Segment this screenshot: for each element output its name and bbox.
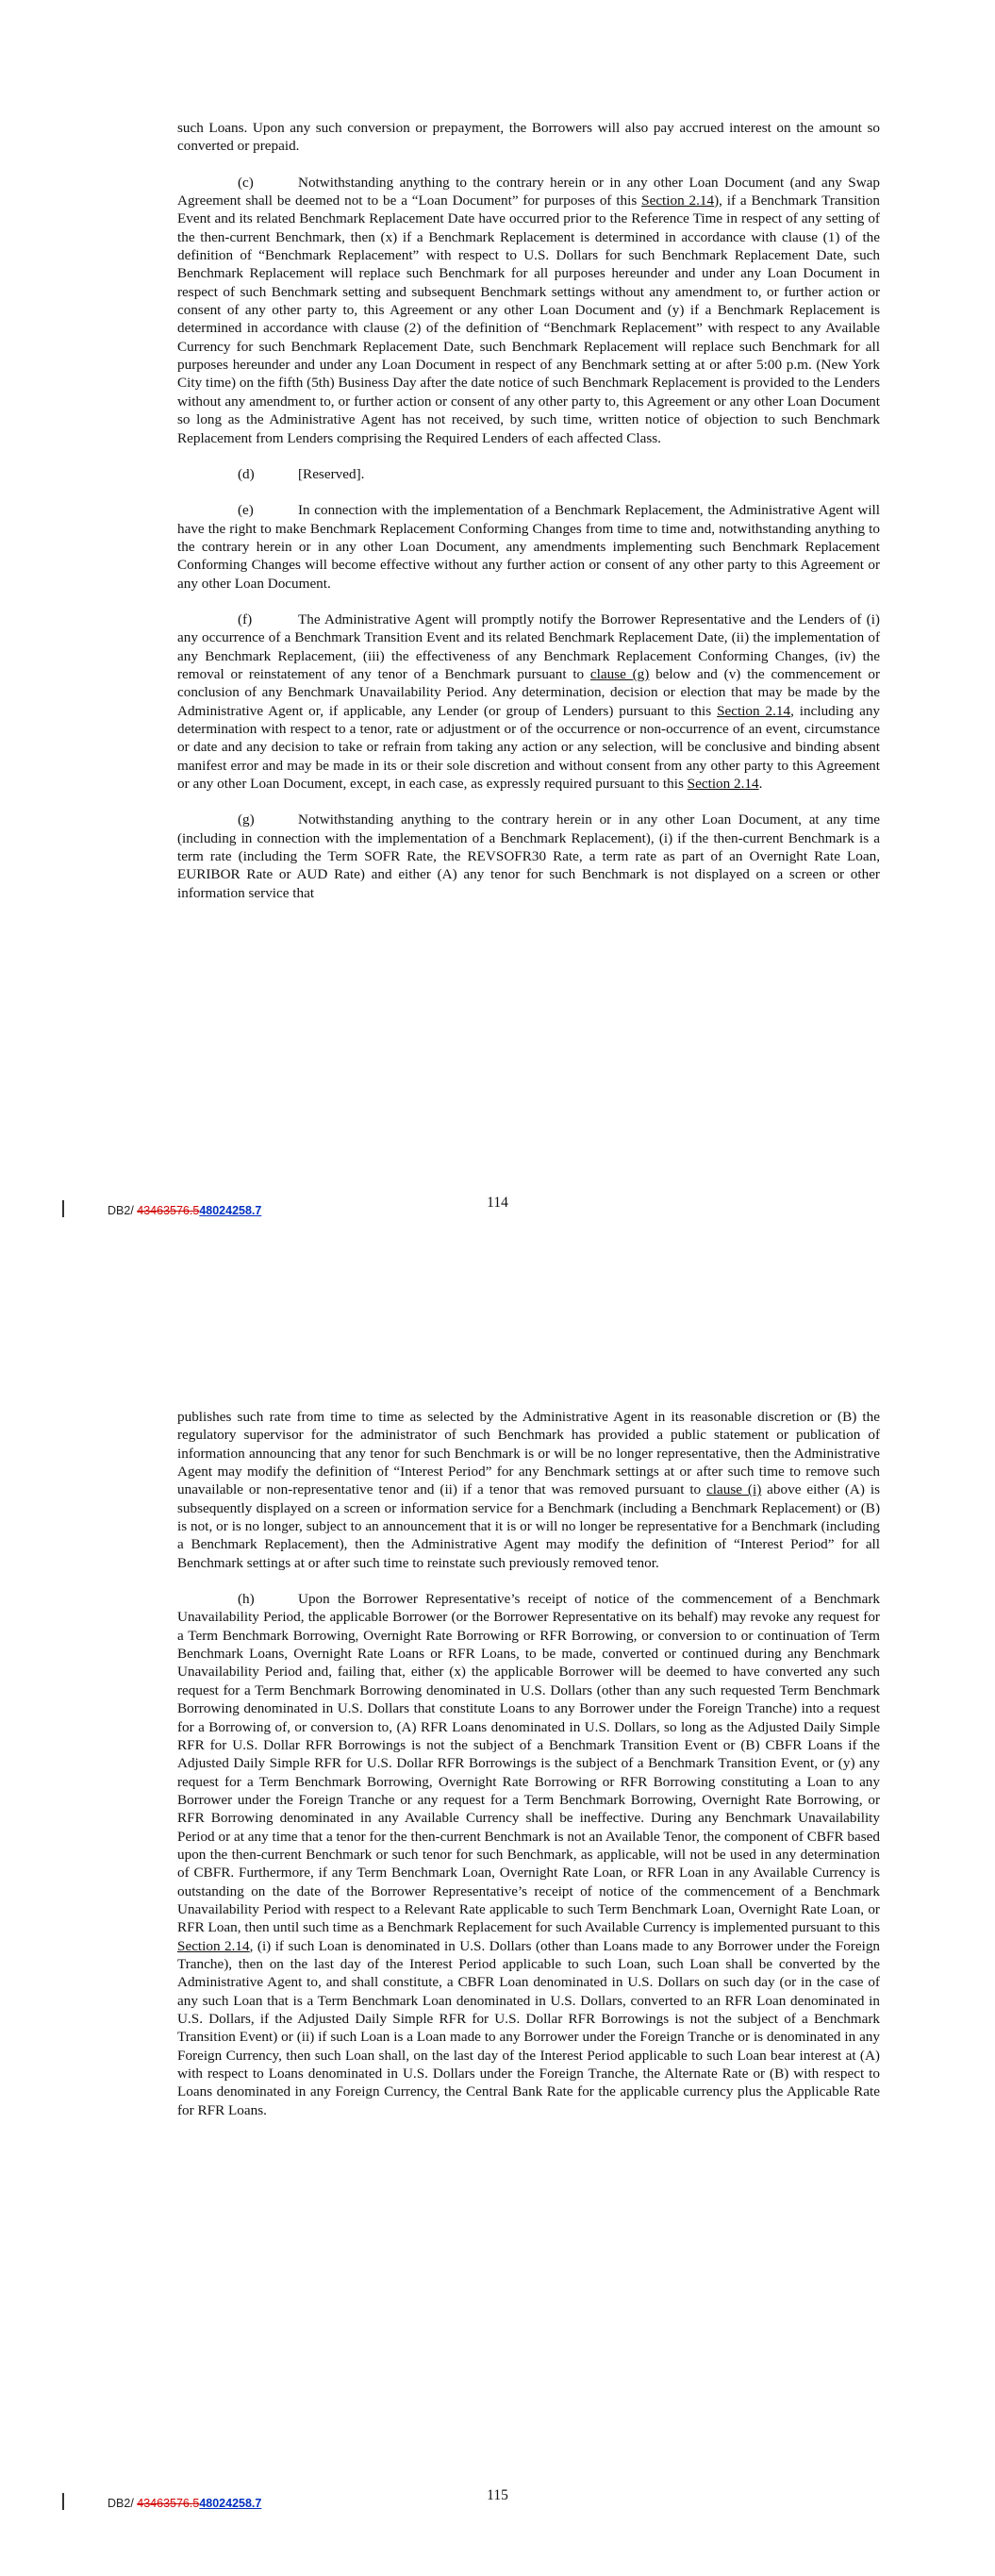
document-id: DB2/ 43463576.548024258.7 bbox=[108, 2497, 262, 2510]
page-number: 115 bbox=[487, 2487, 508, 2503]
deleted-doc-id: 43463576.5 bbox=[137, 2497, 200, 2510]
paragraph-f-label: (f) bbox=[238, 611, 253, 627]
document-id: DB2/ 43463576.548024258.7 bbox=[108, 1204, 262, 1217]
section-reference: Section 2.14 bbox=[717, 702, 791, 719]
inserted-doc-id: 48024258.7 bbox=[199, 2497, 262, 2510]
page-number: 114 bbox=[487, 1195, 508, 1211]
page-115-body bbox=[177, 1408, 880, 2137]
paragraph-h-label: (h) bbox=[238, 1591, 255, 1608]
section-reference: Section 2.14 bbox=[641, 192, 715, 209]
carryover-paragraph: publishes such rate from time to time as selected by the Administrative Agent in its reasonable discretion or (B) the regulatory supervisor for the administrator of such Benchmark has provided a public statement or publication of information announcing that any tenor for such Benchmark is or will be no longer representative, then the Administrative Agent may modify the definition of “Interest Period” for any Benchmark settings at or after such time to remove such unavailable or non-representative tenor and (ii) if a tenor that was removed pursuant to clause (i) above either (A) is subsequently displayed on a screen or information service for a Benchmark (including a Benchmark Replacement) or (B) is not, or is no longer, subject to an announcement that it is or will no longer be representative for a Benchmark (including a Benchmark Replacement), then the Administrative Agent may modify the definition of “Interest Period” for all Benchmark settings at or after such time to reinstate such previously removed tenor. bbox=[177, 1409, 880, 1571]
paragraph-h: (h) Upon the Borrower Representative’s receipt of notice of the commencement of a Benchmark Unavailability Period, the applicable Borrower (or the Borrower Representative on its behalf) may revoke any request for a Term Benchmark Borrowing, Overnight Rate Borrowing or RFR Borrowing, or conversion to or continuation of Term Benchmark Loans, Overnight Rate Loans or RFR Loans, to be made, converted or continued during any Benchmark Unavailability Period and, failing that, either (x) the applicable Borrower will be deemed to have converted any such request for a Term Benchmark Borrowing denominated in U.S. Dollars (other than any such requested Term Benchmark Borrowing denominated in U.S. Dollars that constitute Loans to any Borrower under the Foreign Tranche) into a request for a Borrowing of, or conversion to, (A) RFR Loans denominated in U.S. Dollars, so long as the Adjusted Daily Simple RFR for U.S. Dollar RFR Borrowings is not the subject of a Benchmark Transition Event or (B) CBFR Loans if the Adjusted Daily Simple RFR for U.S. Dollar RFR Borrowings is the subject of a Benchmark Transition Event, or (y) any request for a Term Benchmark Borrowing, Overnight Rate Borrowing or RFR Borrowing constituting a Loan to any Borrower under the Foreign Tranche or any request for a Term Benchmark Borrowing, Overnight Rate Borrowing, or RFR Borrowing denominated in any Available Currency shall be ineffective. During any Benchmark Unavailability Period or at any time that a tenor for the then-current Benchmark is not an Available Tenor, the component of CBFR based upon the then-current Benchmark or such tenor for such Benchmark, as applicable, will not be used in any determination of CBFR. Furthermore, if any Term Benchmark Loan, Overnight Rate Loan, or RFR Loan in any Available Currency is outstanding on the date of the Borrower Representative’s receipt of notice of the commencement of a Benchmark Unavailability Period with respect to a Relevant Rate applicable to such Term Benchmark Loan, Overnight Rate Loan, or RFR Loan, then until such time as a Benchmark Replacement for such Available Currency is implemented pursuant to this Section 2.14, (i) if such Loan is denominated in U.S. Dollars (other than Loans made to any Borrower under the Foreign Tranche), then on the last day of the Interest Period applicable to such Loan, such Loan shall be converted by the Administrative Agent to, and shall constitute, a CBFR Loan denominated in U.S. Dollars on such day (or in the case of any such Loan that is a Term Benchmark Loan denominated in U.S. Dollars, converted to an RFR Loan denominated in U.S. Dollars, if the Adjusted Daily Simple RFR for U.S. Dollar RFR Borrowings is not the subject of a Benchmark Transition Event) or (ii) if such Loan is a Loan made to any Borrower under the Foreign Tranche or is denominated in any Foreign Currency, then such Loan shall, on the last day of the Interest Period applicable to such Loan bear interest at (A) with respect to Loans denominated in U.S. Dollars under the Foreign Tranche, the Alternate Rate or (B) with respect to Loans denominated in any Foreign Currency, the Central Bank Rate for the applicable currency plus the Applicable Rate for RFR Loans. bbox=[177, 1591, 881, 2118]
page-115-footer bbox=[0, 2487, 995, 2516]
carryover-paragraph: such Loans. Upon any such conversion or prepayment, the Borrowers will also pay accrued interest on the amount so converted or prepaid. bbox=[177, 120, 880, 155]
deleted-doc-id: 43463576.5 bbox=[137, 1204, 200, 1217]
inserted-doc-id: 48024258.7 bbox=[199, 1204, 262, 1217]
paragraph-c-label: (c) bbox=[238, 174, 254, 191]
page-115 bbox=[0, 1283, 995, 2576]
paragraph-g: (g) Notwithstanding anything to the contrary herein or in any other Loan Document, at any time (including in connection with the implementation of a Benchmark Replacement), (i) if the then-current Benchmark is a term rate (including the Term SOFR Rate, the REVSOFR30 Rate, a term rate as part of an Overnight Rate Loan, EURIBOR Rate or AUD Rate) and either (A) any tenor for such Benchmark is not displayed on a screen or other information service that bbox=[177, 811, 880, 901]
clause-reference: clause (i) bbox=[706, 1481, 762, 1498]
paragraph-e-label: (e) bbox=[238, 502, 254, 519]
clause-reference: clause (g) bbox=[589, 665, 650, 682]
paragraph-d: (d) [Reserved]. bbox=[238, 465, 365, 482]
paragraph-d-label: (d) bbox=[238, 465, 255, 482]
page-114 bbox=[0, 0, 995, 1283]
paragraph-c: (c) Notwithstanding anything to the contrary herein or in any other Loan Document (and any Swap Agreement shall be deemed not to be a “Loan Document” for purposes of this Section 2.14), if a Benchmark Transition Event and its related Benchmark Replacement Date have occurred prior to the Reference Time in respect of any setting of the then-current Benchmark, then (x) if a Benchmark Replacement is determined in accordance with clause (1) of the definition of “Benchmark Replacement” with respect to U.S. Dollars for such Benchmark Replacement Date, such Benchmark Replacement will replace such Benchmark for all purposes hereunder and under any Loan Document in respect of such Benchmark setting and subsequent Benchmark settings without any amendment to, or further action or consent of any other party to, this Agreement or any other Loan Document and (y) if a Benchmark Replacement is determined in accordance with clause (2) of the definition of “Benchmark Replacement” with respect to any Available Currency for such Benchmark Replacement Date, such Benchmark Replacement will replace such Benchmark for all purposes hereunder and under any Loan Document in respect of any Benchmark setting at or after 5:00 p.m. (New York City time) on the fifth (5th) Business Day after the date notice of such Benchmark Replacement is provided to the Lenders without any amendment to, or further action or consent of any other party to, this Agreement or any other Loan Document so long as the Administrative Agent has not received, by such time, written notice of objection to such Benchmark Replacement from Lenders comprising the Required Lenders of each affected Class. bbox=[177, 174, 880, 446]
section-reference: Section 2.14 bbox=[177, 1937, 250, 1954]
page-114-body bbox=[177, 119, 880, 920]
paragraph-g-label: (g) bbox=[238, 811, 255, 828]
section-reference: Section 2.14 bbox=[687, 776, 759, 792]
page-114-footer bbox=[0, 1195, 995, 1223]
paragraph-e: (e) In connection with the implementation of a Benchmark Replacement, the Administrative Agent will have the right to make Benchmark Replacement Conforming Changes from time to time and, notwithstanding anything to the contrary herein or in any other Loan Document, any amendments implementing such Benchmark Replacement Conforming Changes will become effective without any further action or consent of any other party to this Agreement or any other Loan Document. bbox=[177, 502, 880, 592]
paragraph-f: (f) The Administrative Agent will promptly notify the Borrower Representative and the Lenders of (i) any occurrence of a Benchmark Transition Event and its related Benchmark Replacement Date, (ii) the implementation of any Benchmark Replacement, (iii) the effectiveness of any Benchmark Replacement Conforming Changes, (iv) the removal or reinstatement of any tenor of a Benchmark pursuant to clause (g) below and (v) the commencement or conclusion of any Benchmark Unavailability Period. Any determination, decision or election that may be made by the Administrative Agent or, if applicable, any Lender (or group of Lenders) pursuant to this Section 2.14, including any determination with respect to a tenor, rate or adjustment or of the occurrence or non-occurrence of an event, circumstance or date and any decision to take or refrain from taking any action or any selection, will be conclusive and binding absent manifest error and may be made in its or their sole discretion and without consent from any other party to this Agreement or any other Loan Document, except, in each case, as expressly required pursuant to this Section 2.14. bbox=[177, 611, 881, 792]
